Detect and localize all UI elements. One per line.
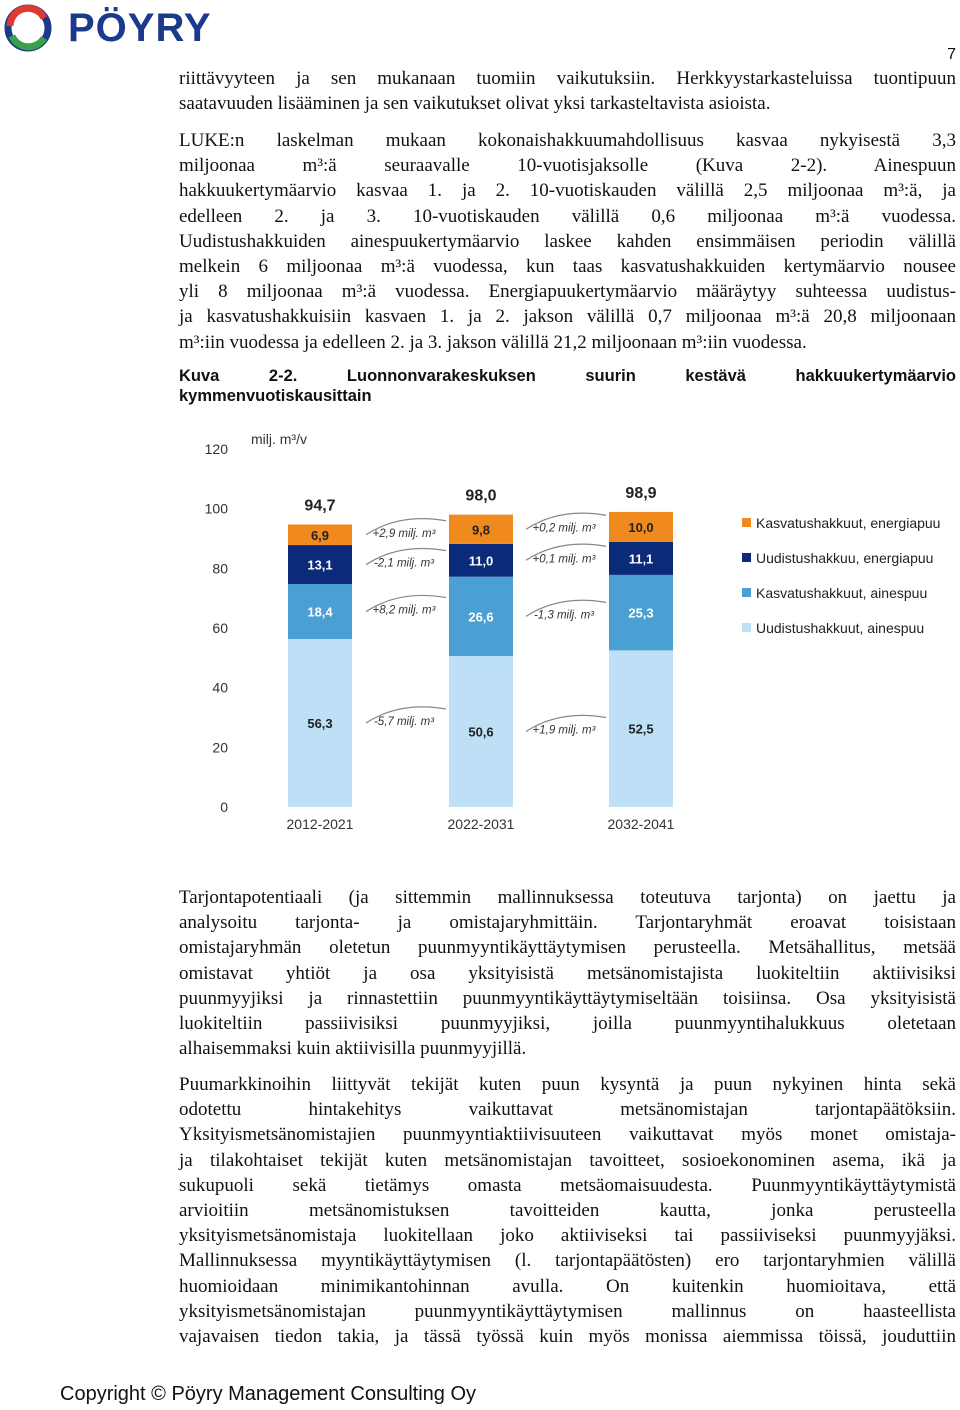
y-tick-label: 80 — [212, 560, 228, 577]
data-label: 26,6 — [468, 609, 494, 625]
text-line: LUKE:n laskelman mukaan kokonaishakkuumahdollisuus kasvaa nykyisestä 3,3 — [179, 130, 956, 151]
poyry-logo-icon — [4, 4, 62, 52]
legend-swatch — [742, 588, 751, 597]
harvest-chart — [196, 425, 960, 845]
paragraph-4 — [179, 1072, 956, 1349]
total-label: 94,7 — [304, 497, 336, 515]
text-line: riittävyyteen ja sen mukanaan tuomiin vaikutuksiin. Herkkyystarkasteluissa tuontipuun — [179, 68, 956, 89]
annotation-label: +0,1 milj. m³ — [532, 553, 596, 566]
y-tick-label: 100 — [204, 500, 228, 517]
data-label: 10,0 — [628, 519, 654, 535]
text-line: huomioidaan minimikantohinnan avulla. On kuitenkin huomioitava, että — [179, 1275, 956, 1297]
page-number: 7 — [947, 46, 956, 63]
data-label: 13,1 — [307, 557, 333, 573]
text-line: yli 8 miljoonaa m³:ä vuodessa. Energiapuukertymäarvio määräytyy suhteessa uudistus- — [179, 281, 956, 303]
data-label: 56,3 — [307, 716, 333, 732]
figure-caption — [179, 366, 956, 406]
text-line: Puumarkkinoihin liittyvät tekijät kuten puun kysyntä ja puun nykyinen hinta sekä — [179, 1074, 956, 1095]
paragraph-3 — [179, 885, 956, 1061]
annotation-label: -1,3 milj. m³ — [533, 609, 595, 622]
data-label: 18,4 — [307, 604, 333, 620]
caption-line: kymmenvuotiskausittain — [179, 387, 372, 405]
legend-swatch — [742, 623, 751, 632]
x-tick-label: 2032-2041 — [607, 816, 675, 832]
text-line: vajavaisen tiedon takia, ja tässä työssä kuin myös monissa aiemmissa töissä, jouduttiin — [179, 1326, 956, 1348]
data-label: 6,9 — [310, 527, 330, 543]
annotation-label: +2,9 milj. m³ — [372, 527, 436, 540]
copyright-footer: Copyright © Pöyry Management Consulting Oy — [60, 1383, 477, 1405]
data-label: 9,8 — [471, 522, 491, 538]
legend-label: Kasvatushakkuut, ainespuu — [756, 585, 928, 601]
annotation-label: +0,2 milj. m³ — [532, 522, 596, 535]
total-label: 98,0 — [465, 487, 497, 505]
text-line: yksityismetsänomistaja luokitellaan joko aktiiviseksi tai passiiviseksi puunmyyjäksi. — [179, 1225, 956, 1247]
text-line: saatavuuden lisääminen ja sen vaikutukset olivat yksi tarkasteltavista asioista. — [179, 93, 771, 115]
y-axis-label: milj. m³/v — [251, 431, 307, 447]
y-tick-label: 60 — [212, 620, 228, 636]
paragraph-1 — [179, 66, 956, 116]
text-line: hakkuukertymäarvio kasvaa 1. ja 2. 10-vuotiskauden välillä 2,5 miljoonaa m³:ä, ja — [179, 180, 956, 202]
legend-label: Uudistushakkuu, energiapuu — [756, 550, 934, 566]
data-label: 11,1 — [628, 551, 654, 567]
text-line: analysoitu tarjonta- ja omistajaryhmittäin. Tarjontaryhmät eroavat toisistaan — [179, 912, 956, 934]
logo-wordmark: PÖYRY — [68, 6, 212, 50]
text-line: yksityismetsänomistajan puunmyyntikäyttäytymisen mallinnus on haasteellista — [179, 1300, 956, 1322]
annotation-label: +8,2 milj. m³ — [372, 604, 436, 617]
text-line: m³:iin vuodessa ja edelleen 2. ja 3. jakson välillä 21,2 miljoonaan m³:iin vuodessa. — [179, 331, 807, 353]
text-line: puunmyyjiksi ja rinnastettiin puunmyyntikäyttäytymiseltään toisiinsa. Osa yksityisistä — [179, 987, 956, 1009]
annotation-label: -2,1 milj. m³ — [373, 557, 435, 570]
legend-swatch — [742, 518, 751, 527]
text-line: edelleen 2. ja 3. 10-vuotiskauden välillä 0,6 miljoonaa m³:ä vuodessa. — [179, 205, 956, 227]
text-line: omistavat yhtiöt ja osa yksityisistä metsänomistajista luokiteltiin aktiivisiksi — [179, 962, 956, 984]
annotation-label: +1,9 milj. m³ — [532, 724, 596, 737]
text-line: ja tilakohtaiset tekijät kuten metsänomistajan tavoitteet, sosioekonominen asema, ikä ja — [179, 1149, 956, 1171]
y-tick-label: 40 — [212, 679, 228, 696]
text-line: alhaisemmaksi kuin aktiivisilla puunmyyjillä. — [179, 1038, 527, 1060]
annotation-label: -5,7 milj. m³ — [373, 716, 435, 729]
data-label: 50,6 — [468, 724, 494, 740]
x-tick-label: 2022-2031 — [447, 816, 515, 832]
text-line: Uudistushakkuiden ainespuukertymäarvio laskee kahden ensimmäisen periodin välillä — [179, 230, 956, 252]
y-tick-label: 120 — [204, 441, 228, 457]
total-label: 98,9 — [625, 484, 657, 502]
text-line: arvioitiin metsänomistuksen tavoitteiden kautta, jonka perusteella — [179, 1200, 956, 1222]
data-label: 25,3 — [628, 605, 654, 621]
text-line: Tarjontapotentiaali (ja sittemmin mallinnuksessa toteutuva tarjonta) on jaettu ja — [179, 887, 956, 908]
text-line: Mallinnuksessa myyntikäyttäytymisen (l. tarjontapäätösten) ero tarjontaryhmien välillä — [179, 1250, 956, 1272]
data-label: 52,5 — [628, 721, 654, 737]
legend-swatch — [742, 553, 751, 562]
paragraph-2 — [179, 128, 956, 355]
y-tick-label: 0 — [220, 799, 228, 815]
text-line: omistajaryhmän oletetun puunmyyntikäyttäytymisen perusteella. Metsähallitus, metsää — [179, 937, 956, 959]
text-line: miljoonaa m³:ä seuraavalle 10-vuotisjaksolle (Kuva 2-2). Ainespuun — [179, 155, 956, 177]
x-tick-label: 2012-2021 — [286, 816, 354, 832]
text-line: sukupuoli sekä tietämys omasta metsäomaisuudesta. Puunmyyntikäyttäytymistä — [179, 1174, 956, 1196]
text-line: melkein 6 miljoonaa m³:ä vuodessa, kun taas kasvatushakkuiden kertymäarvio nousee — [179, 256, 956, 278]
text-line: Yksityismetsänomistajien puunmyyntiaktiivisuuteen vaikuttavat myös monet omistaja- — [179, 1124, 956, 1146]
poyry-logo — [4, 4, 254, 52]
caption-line: Kuva 2-2. Luonnonvarakeskuksen suurin kestävä hakkuukertymäarvio — [179, 367, 956, 385]
y-tick-label: 20 — [212, 739, 228, 756]
legend-label: Kasvatushakkuut, energiapuu — [756, 515, 941, 531]
data-label: 11,0 — [468, 553, 494, 569]
text-line: odotettu hintakehitys vaikuttavat metsänomistajan tarjontapäätöksiin. — [179, 1099, 956, 1121]
text-line: luokiteltiin passiivisiksi puunmyyjiksi, joilla puunmyyntihalukkuus oletetaan — [179, 1013, 956, 1035]
legend-label: Uudistushakkuut, ainespuu — [756, 620, 925, 636]
text-line: ja kasvatushakkuisiin kasvaen 1. ja 2. jakson välillä 0,7 miljoonaa m³:ä 20,8 miljoonaan — [179, 306, 956, 328]
